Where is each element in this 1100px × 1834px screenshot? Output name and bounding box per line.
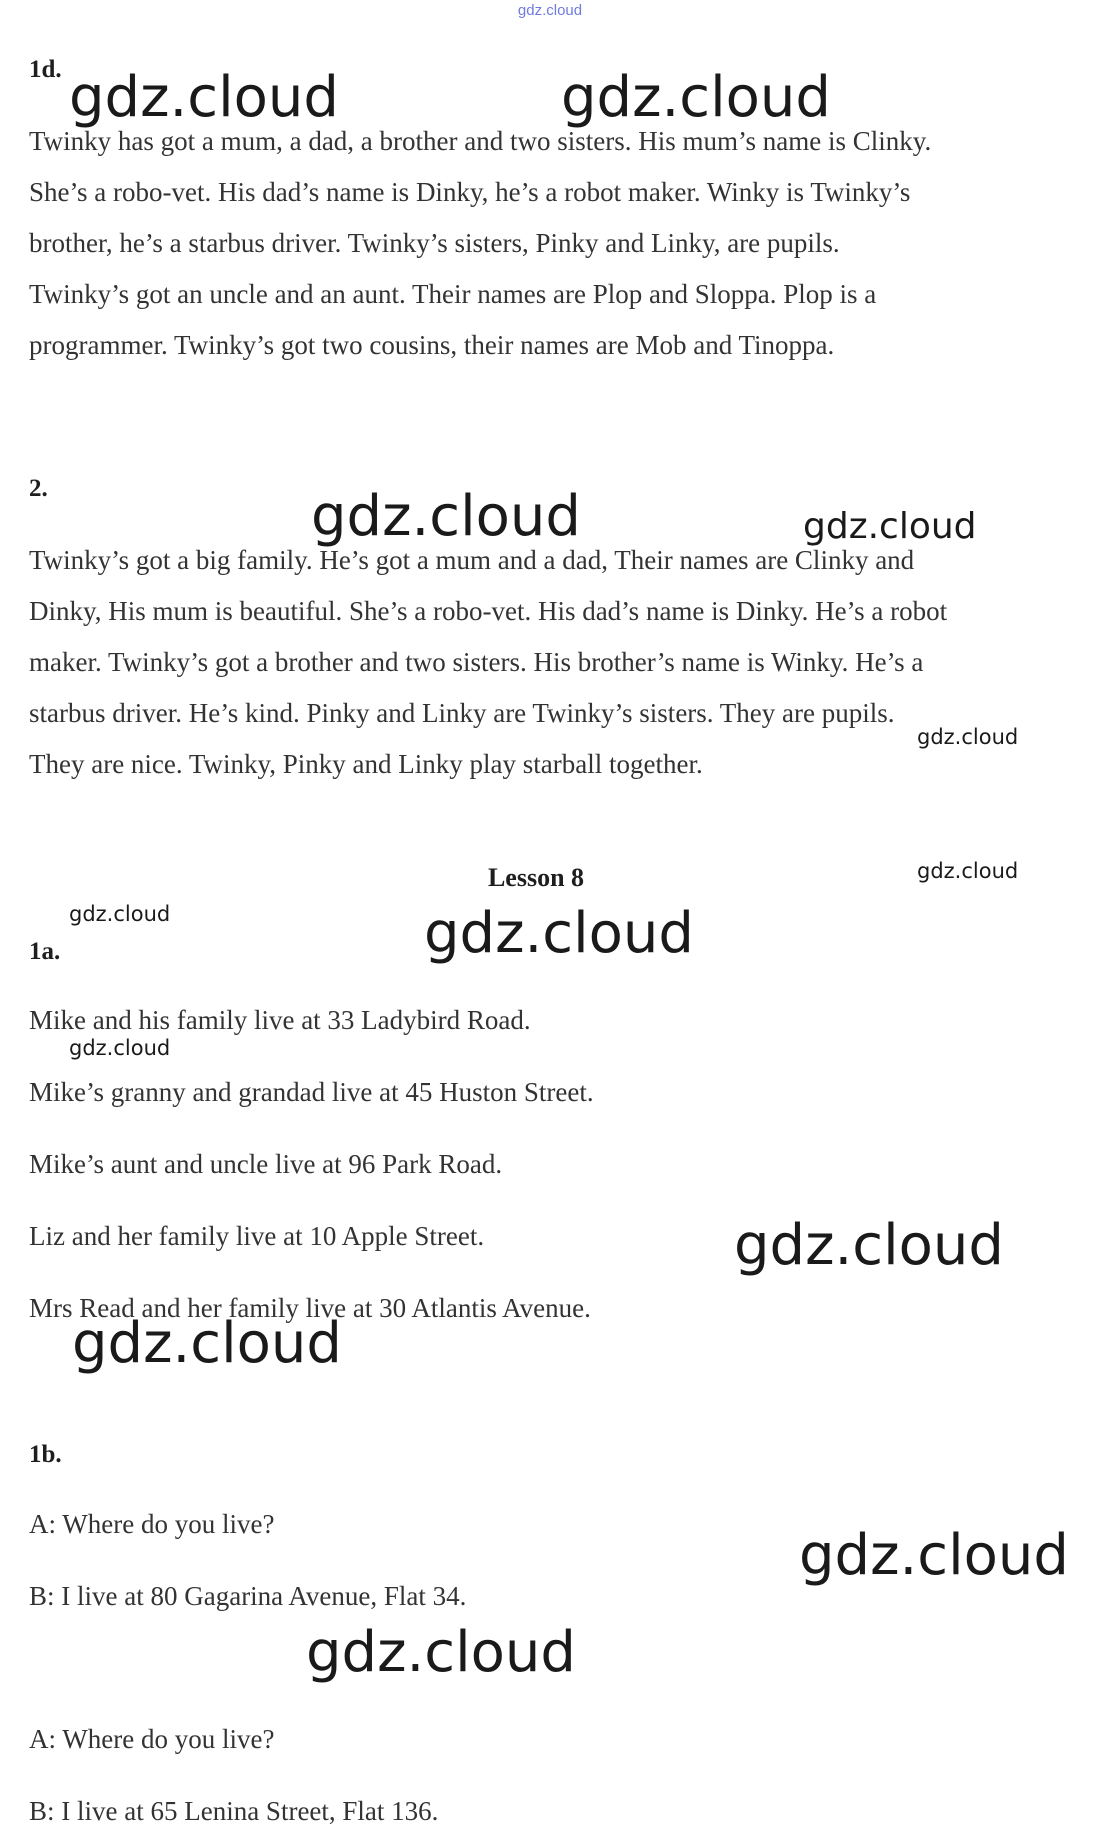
watermark: gdz.cloud (917, 725, 1019, 749)
text-line: She’s a robo-vet. His dad’s name is Dinky, he’s a robot maker. Winky is Twinky’s (29, 177, 911, 207)
watermark: gdz.cloud (734, 1213, 1004, 1278)
text-line: Liz and her family live at 10 Apple Street. (29, 1221, 485, 1251)
section-1d-label: 1d. (29, 56, 62, 83)
watermark: gdz.cloud (69, 65, 339, 130)
text-line: Twinky’s got an uncle and an aunt. Their names are Plop and Sloppa. Plop is a (29, 279, 877, 309)
watermark: gdz.cloud (69, 902, 171, 926)
section-2-label: 2. (29, 475, 48, 502)
text-line: Mrs Read and her family live at 30 Atlantis Avenue. (29, 1293, 591, 1323)
text-line: Mike and his family live at 33 Ladybird Road. (29, 1005, 531, 1035)
text-line: maker. Twinky’s got a brother and two sisters. His brother’s name is Winky. He’s a (29, 647, 924, 677)
text-line: B: I live at 80 Gagarina Avenue, Flat 34. (29, 1581, 467, 1611)
text-line: Mike’s aunt and uncle live at 96 Park Road. (29, 1149, 503, 1179)
lesson-title: Lesson 8 (487, 863, 585, 892)
text-line: Dinky, His mum is beautiful. She’s a robo-vet. His dad’s name is Dinky. He’s a robot (29, 596, 948, 626)
text-line: brother, he’s a starbus driver. Twinky’s sisters, Pinky and Linky, are pupils. (29, 228, 840, 258)
section-1a-label: 1a. (29, 938, 61, 965)
watermark: gdz.cloud (799, 1523, 1069, 1588)
text-line: Mike’s granny and grandad live at 45 Huston Street. (29, 1077, 594, 1107)
header-watermark: gdz.cloud (517, 2, 583, 19)
section-1d-text (29, 116, 1079, 371)
text-line: A: Where do you live? (29, 1724, 275, 1754)
watermark: gdz.cloud (306, 1620, 576, 1685)
text-line: programmer. Twinky’s got two cousins, their names are Mob and Tinoppa. (29, 330, 835, 360)
text-line: B: I live at 65 Lenina Street, Flat 136. (29, 1796, 439, 1826)
watermark: gdz.cloud (311, 484, 581, 549)
watermark: gdz.cloud (424, 901, 694, 966)
watermark: gdz.cloud (917, 859, 1019, 883)
watermark: gdz.cloud (803, 506, 977, 547)
watermark: gdz.cloud (72, 1311, 342, 1376)
text-line: A: Where do you live? (29, 1509, 275, 1539)
text-line: Twinky has got a mum, a dad, a brother and two sisters. His mum’s name is Clinky. (29, 126, 932, 156)
text-line: starbus driver. He’s kind. Pinky and Linky are Twinky’s sisters. They are pupils. (29, 698, 895, 728)
section-1b-label: 1b. (29, 1441, 62, 1468)
text-line: They are nice. Twinky, Pinky and Linky play starball together. (29, 749, 703, 779)
watermark: gdz.cloud (561, 65, 831, 130)
section-2-text (29, 535, 1079, 790)
watermark: gdz.cloud (69, 1036, 171, 1060)
text-line: Twinky’s got a big family. He’s got a mum and a dad, Their names are Clinky and (29, 545, 915, 575)
